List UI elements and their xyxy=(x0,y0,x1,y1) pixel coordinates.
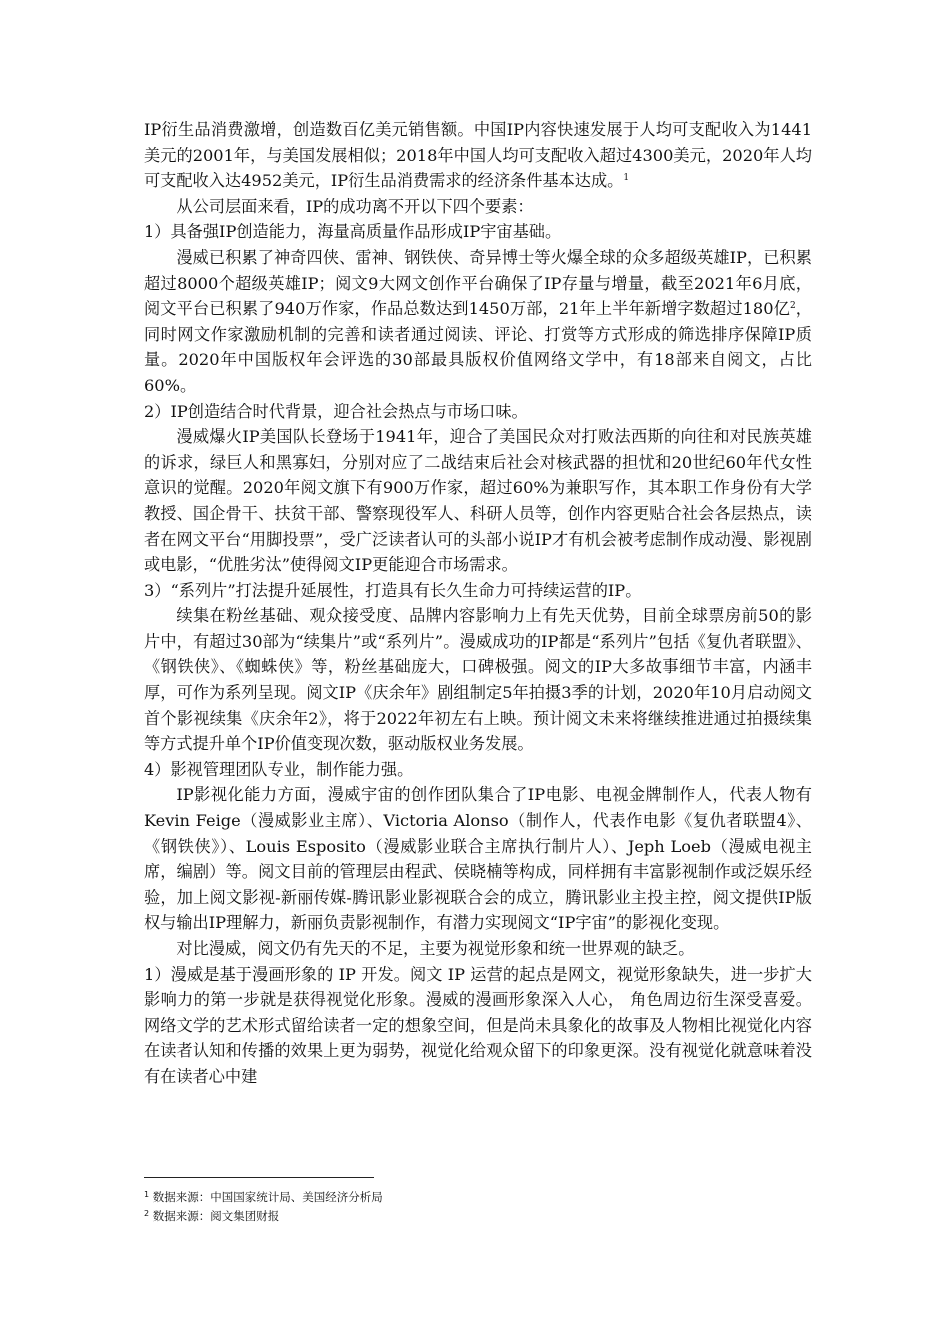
list-item-2: 2）IP创造结合时代背景，迎合社会热点与市场口味。 xyxy=(144,401,528,421)
footnote-ref-2: 2 xyxy=(789,301,796,312)
paragraph-5: 续集在粉丝基础、观众接受度、品牌内容影响力上有先天优势，目前全球票房前50的影片中，有超过30部为“续集片”或“系列片”。漫威成功的IP都是“系列片”包括《复仇者联盟》、《钢铁侠》、《蜘蛛侠》等，粉丝基础庞大，口碑极强。阅文的IP大多故事细节丰富，内涵丰厚，可作为系列呈现。阅文IP《庆余年》剧组制定5年拍摄3季的计划，2020年10月启动阅文首个影视续集《庆余年2》，将于2022年初左右上映。预计阅文未来将继续推进通过拍摄续集等方式提升单个IP价值变现次数，驱动版权业务发展。 xyxy=(144,606,812,754)
paragraph-4: 漫威爆火IP美国队长登场于1941年，迎合了美国民众对打败法西斯的向往和对民族英雄的诉求，绿巨人和黑寡妇，分别对应了二战结束后社会对核武器的担忧和20世纪60年代女性意识的觉醒。2020年阅文旗下有900万作家，超过60%为兼职写作，其本职工作身份有大学教授、国企骨干、扶贫干部、警察现役军人、科研人员等，创作内容更贴合社会各层热点，读者在网文平台“用脚投票”，受广泛读者认可的头部小说IP才有机会被考虑制作成动漫、影视剧或电影，“优胜劣汰”使得阅文IP更能迎合市场需求。 xyxy=(144,427,812,575)
list-item-3: 3）“系列片”打法提升延展性，打造具有长久生命力可持续运营的IP。 xyxy=(144,580,642,600)
paragraph-1: IP衍生品消费激增，创造数百亿美元销售额。中国IP内容快速发展于人均可支配收入为1441美元的2001年，与美国发展相似；2018年中国人均可支配收入超过4300美元，2020年人均可支配收入达4952美元，IP衍生品消费需求的经济条件基本达成。$^1$ xyxy=(144,120,812,191)
list-item-1: 1）具备强IP创造能力，海量高质量作品形成IP宇宙基础。 xyxy=(144,222,562,242)
paragraph-3: 漫威已积累了神奇四侠、雷神、钢铁侠、奇异博士等火爆全球的众多超级英雄IP，已积累超过8000个超级英雄IP；阅文9大网文创作平台确保了IP存量与增量，截至2021年6月底，阅文平台已积累了940万作家，作品总数达到1450万部，21年上半年新增字数超过180亿$^2$，同时网文作家激励机制的完善和读者通过阅读、评论、打赏等方式形成的筛选排序保障IP质量。2020年中国版权年会评选的30部最具版权价值网络文学中，有18部来自阅文，占比60%。 xyxy=(144,247,812,395)
body-text xyxy=(144,117,812,1090)
list-item-5: 1）漫威是基于漫画形象的 IP 开发。阅文 IP 运营的起点是网文，视觉形象缺失，进一步扩大影响力的第一步就是获得视觉化形象。漫威的漫画形象深入人心， 角色周边衍生深受喜爱。网络文学的艺术形式留给读者一定的想象空间，但是尚未具象化的故事及人物相比视觉化内容在读者认知和传播的效果上更为弱势，视觉化给观众留下的印象更深。没有视觉化就意味着没有在读者心中建 xyxy=(144,964,812,1086)
paragraph-2: 从公司层面来看，IP的成功离不开以下四个要素： xyxy=(176,196,534,216)
paragraph-6: IP影视化能力方面，漫威宇宙的创作团队集合了IP电影、电视金牌制作人，代表人物有Kevin Feige（漫威影业主席）、Victoria Alonso（制作人，代表作电影《复仇者联盟4》、《钢铁侠》）、Louis Esposito（漫威影业联合主席执行制片人）、Jeph Loeb（漫威电视主席，编剧）等。阅文目前的管理层由程武、侯晓楠等构成，同样拥有丰富影视制作或泛娱乐经验，加上阅文影视-新丽传媒-腾讯影业影视联合会的成立，腾讯影业主投主控，阅文提供IP版权与输出IP理解力，新丽负责影视制作，有潜力实现阅文“IP宇宙”的影视化变现。 xyxy=(144,785,812,933)
footnotes xyxy=(144,1188,812,1226)
footnote-ref-1: 1 xyxy=(623,173,630,184)
footnote-divider xyxy=(144,1177,374,1178)
footnote-2: $^2$ 数据来源：阅文集团财报 xyxy=(144,1209,280,1223)
list-item-4: 4）影视管理团队专业，制作能力强。 xyxy=(144,759,414,779)
paragraph-7: 对比漫威，阅文仍有先天的不足，主要为视觉形象和统一世界观的缺乏。 xyxy=(176,939,695,958)
footnote-1: $^1$ 数据来源：中国国家统计局、美国经济分析局 xyxy=(144,1190,383,1204)
